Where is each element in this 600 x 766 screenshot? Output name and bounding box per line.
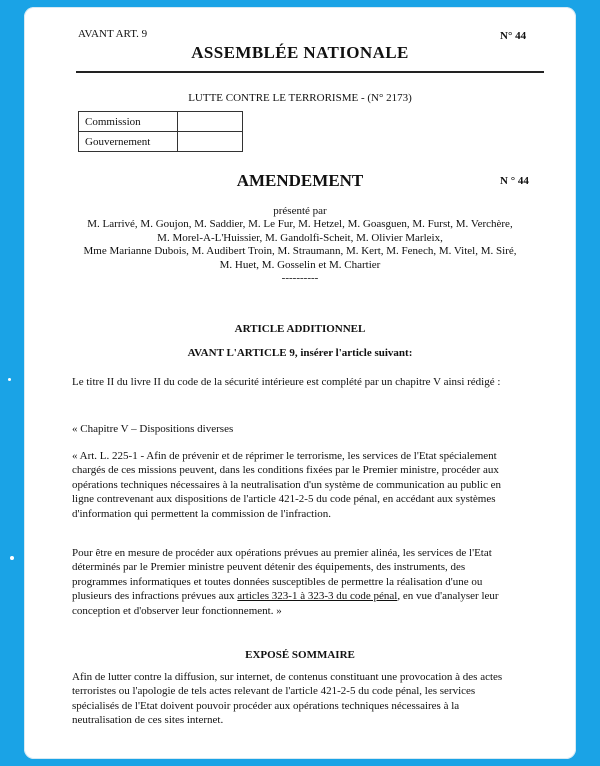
second-paragraph xyxy=(72,546,548,618)
table-row xyxy=(79,112,243,132)
separator-dashes: ---------- xyxy=(281,272,319,285)
paragraph-line: déterminés par le Premier ministre peuvent détenir des équipements, des instruments, des xyxy=(72,561,466,574)
article-line: ligne contrevenant aux dispositions de l'article 421-2-5 du code pénal, en accédant aux systèmes xyxy=(72,493,496,506)
expose-heading: EXPOSÉ SOMMAIRE xyxy=(245,649,355,661)
article-text xyxy=(72,449,548,521)
table-cell-label: Commission xyxy=(79,112,178,132)
article-line: opérations techniques nécessaires à la neutralisation d'un système de communication au public en xyxy=(72,478,502,491)
expose-line: neutralisation de ces sites internet. xyxy=(72,714,224,727)
paragraph-line-with-link xyxy=(72,589,548,603)
bill-title: LUTTE CONTRE LE TERRORISME - (N° 2173) xyxy=(188,92,412,104)
table-row xyxy=(79,132,243,152)
author-line: M. Larrivé, M. Goujon, M. Saddier, M. Le Fur, M. Hetzel, M. Goasguen, M. Furst, M. Verchère, xyxy=(87,218,513,230)
paragraph-line: plusieurs des infractions prévues aux xyxy=(72,590,238,603)
paragraph-line: conception et d'observer leur fonctionnement. » xyxy=(72,604,282,617)
presented-by: présenté par xyxy=(273,205,327,217)
amendment-number-top: N° 44 xyxy=(500,30,527,42)
article-subheading: AVANT L'ARTICLE 9, insérer l'article suivant: xyxy=(187,347,413,359)
paragraph-line: programmes informatiques et toutes données susceptibles de permettre la réalisation d'une ou xyxy=(72,575,483,588)
expose-line: spécialisés de l'Etat doivent pouvoir procéder aux opérations techniques nécessaires à la xyxy=(72,699,460,712)
author-line: M. Morel-A-L'Huissier, M. Gandolfi-Scheit, M. Olivier Marleix, xyxy=(157,231,443,244)
article-line: chargés de ces missions peuvent, dans les conditions fixées par le Premier ministre, procéder aux xyxy=(72,464,499,477)
expose-text xyxy=(72,670,548,728)
paragraph-line: , en vue d'analyser leur xyxy=(397,590,499,603)
table-cell-value xyxy=(178,112,243,132)
expose-line: Afin de lutter contre la diffusion, sur internet, de contenus constituant une provocation à des actes xyxy=(72,671,503,683)
paragraph-line: Pour être en mesure de procéder aux opérations prévues au premier alinéa, les services de l'Etat xyxy=(72,547,492,559)
border-speck xyxy=(8,378,11,381)
article-intro: Le titre II du livre II du code de la sécurité intérieure est complété par un chapitre V ainsi rédigé : xyxy=(72,376,501,388)
author-line: Mme Marianne Dubois, M. Audibert Troin, M. Straumann, M. Kert, M. Fenech, M. Vitel, M. Siré, xyxy=(83,245,517,258)
penal-code-articles-link[interactable]: articles 323-1 à 323-3 du code pénal xyxy=(237,590,398,603)
expose-line: terroristes ou l'apologie de tels actes relevant de l'article 421-2-5 du code pénal, les services xyxy=(72,685,476,698)
header-rule xyxy=(76,71,544,73)
article-heading: ARTICLE ADDITIONNEL xyxy=(234,323,366,335)
amendment-number: N ° 44 xyxy=(500,175,529,187)
assembly-title: ASSEMBLÉE NATIONALE xyxy=(191,43,409,62)
document-page xyxy=(24,7,576,759)
article-line: d'information qui permettent la commission de l'infraction. xyxy=(72,507,332,520)
chapter-heading: « Chapitre V – Dispositions diverses xyxy=(72,423,234,435)
amendment-title: AMENDEMENT xyxy=(236,171,364,190)
author-list xyxy=(24,218,576,286)
article-line: « Art. L. 225-1 - Afin de prévenir et de réprimer le terrorisme, les services de l'Etat spécialement xyxy=(72,450,497,462)
border-speck xyxy=(10,556,14,560)
author-line: M. Huet, M. Gosselin et M. Chartier xyxy=(219,258,381,271)
table-cell-value xyxy=(178,132,243,152)
commission-table xyxy=(78,111,243,152)
table-cell-label: Gouvernement xyxy=(79,132,178,152)
avant-art-label: AVANT ART. 9 xyxy=(78,28,148,40)
